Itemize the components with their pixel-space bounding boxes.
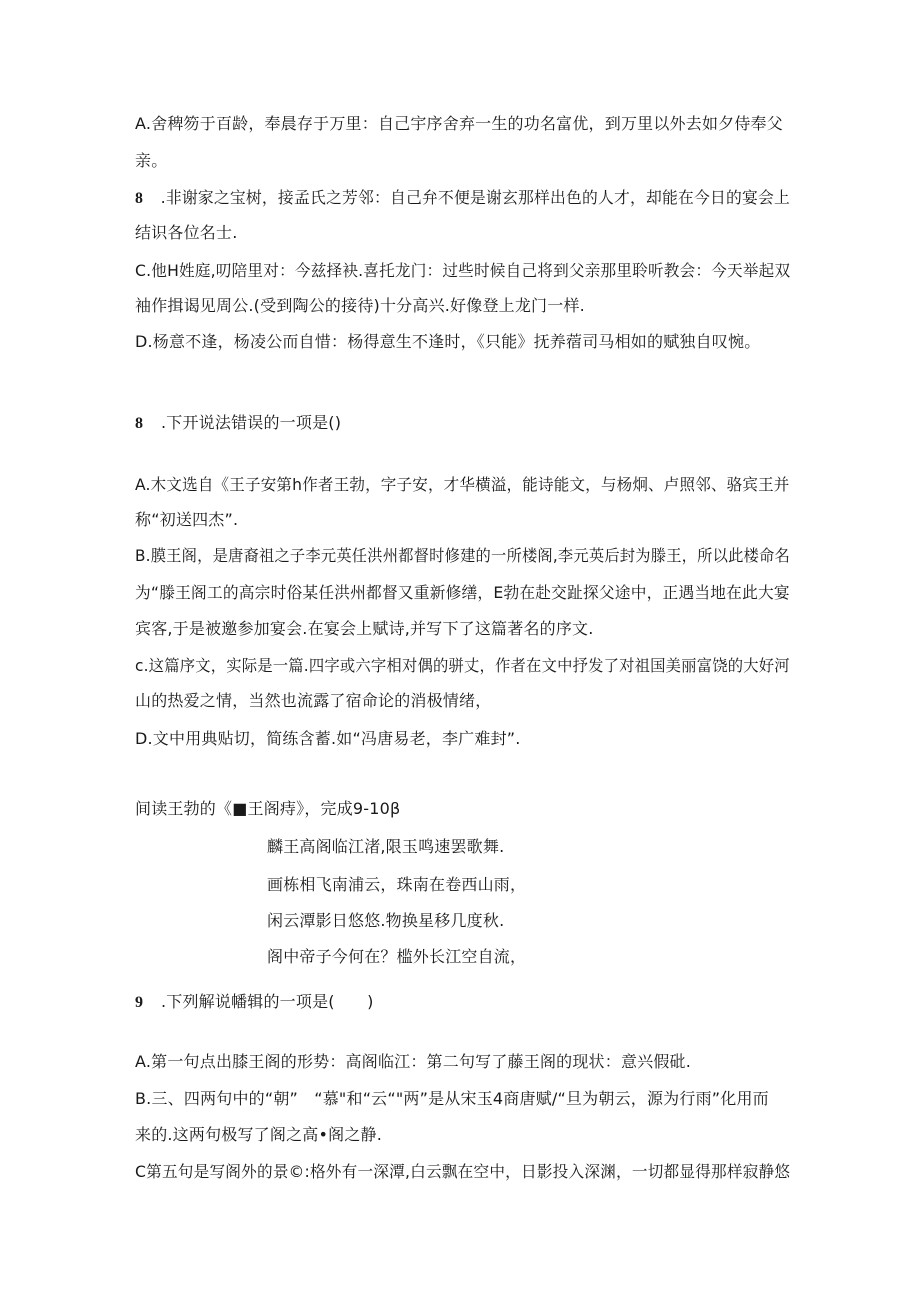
- q7-option-d-line1: D.杨意不逢，杨凌公而自惜：杨得意生不逢时，《只能》抚养蓿司马相如的赋独自叹惋。: [135, 332, 761, 351]
- q7-option-c-line2: 袖作揖谒见周公.(受到陶公的接待)十分高兴.好像登上龙门一样.: [135, 296, 585, 315]
- q7-option-a-line1: A.舍稗笏于百龄，奉晨存于万里：自己宇序舍弃一生的功名富优，到万里以外去如夕侍奉父: [135, 114, 783, 133]
- q9-option-b-line1: B.三、四两句中的“朝” “慕"和“云“"两”是从宋玉4商唐赋/“旦为朝云，源为行雨”化用而: [135, 1089, 769, 1108]
- q7-option-b-line1: [135, 187, 790, 210]
- poem-line-4: 阁中帝子今何在？槛外长江空自流，: [267, 947, 527, 966]
- q8-stem-text: .下开说法错误的一项是(): [161, 413, 342, 432]
- poem-line-3: 闲云潭影日悠悠.物换星移几度秋.: [267, 911, 505, 930]
- q8-option-b-line2: 为“滕王阁工的高宗时俗某任洪州都督又重新修缮，E勃在赴交趾探父途中，正遇当地在此大宴: [135, 583, 790, 602]
- q7-option-a-line2: 亲。: [135, 151, 168, 170]
- q7-option-b-line2: 结识各位名士.: [135, 223, 238, 242]
- poem-line-2: 画栋相飞南浦云，珠南在卷西山雨，: [267, 875, 527, 894]
- q9-stem-text: .下列解说幡辑的一项是( ): [161, 992, 374, 1011]
- q7-option-c-line1: C.他H姓庭,叨陪里对：今兹择袂.喜托龙门：过些时候自己将到父亲那里聆听教会：今天举起双: [135, 261, 791, 280]
- q9-option-b-line2: 来的.这两句极写了阁之高•阁之静.: [135, 1125, 383, 1144]
- q8-option-c-line2: 山的热爱之情，当然也流露了宿命论的消极情绪，: [135, 691, 492, 710]
- q8-option-a-line2: 称“初送四杰”.: [135, 510, 239, 529]
- q8-option-d-line1: D.文中用典贴切，简练含蓄.如“冯唐易老，李广难封”.: [135, 729, 521, 748]
- q8-number: 8: [135, 415, 144, 432]
- reading-intro: 间读王勃的《■王阁痔》，完成9-10β: [135, 799, 401, 818]
- q8-option-a-line1: A.木文选自《王子安第h作者王勃，字子安，才华横溢，能诗能文，与杨炯、卢照邻、骆宾王并: [135, 475, 790, 494]
- q7-option-b-text: .非谢家之宝树，接孟氏之芳邻：自己弁不便是谢玄那样出色的人才，却能在今日的宴会上: [160, 188, 791, 207]
- q8-option-b-line3: 宾客,于是被邀参加宴会.在宴会上赋诗,并写下了这篇著名的序文.: [135, 619, 594, 638]
- q8-option-c-line1: c.这篇序文，实际是一篇.四字或六字相对偶的骈丈，作者在文中抒发了对祖国美丽富饶的大好河: [135, 656, 790, 675]
- q8-option-b-line1: B.膜王阁，是唐裔祖之子李元英任洪州都督时修建的一所楼阁,李元英后封为滕王，所以此楼命名: [135, 546, 790, 565]
- q7-option-b-number: 8: [135, 190, 144, 207]
- q9-option-a-line1: A.第一句点出膝王阁的形势：高阁临江：第二句写了藤王阁的现状：意兴假砒.: [135, 1052, 692, 1071]
- poem-line-1: 麟王高阁临江渚,限玉鸣速罢歌舞.: [267, 837, 505, 856]
- q9-option-c-line1: C第五句是写阁外的景©:格外有一深潭,白云飘在空中，日影投入深渊，一切都显得那样寂静悠: [135, 1162, 791, 1181]
- q9-number: 9: [135, 994, 144, 1011]
- q8-stem: [135, 412, 341, 435]
- q9-stem: [135, 991, 374, 1014]
